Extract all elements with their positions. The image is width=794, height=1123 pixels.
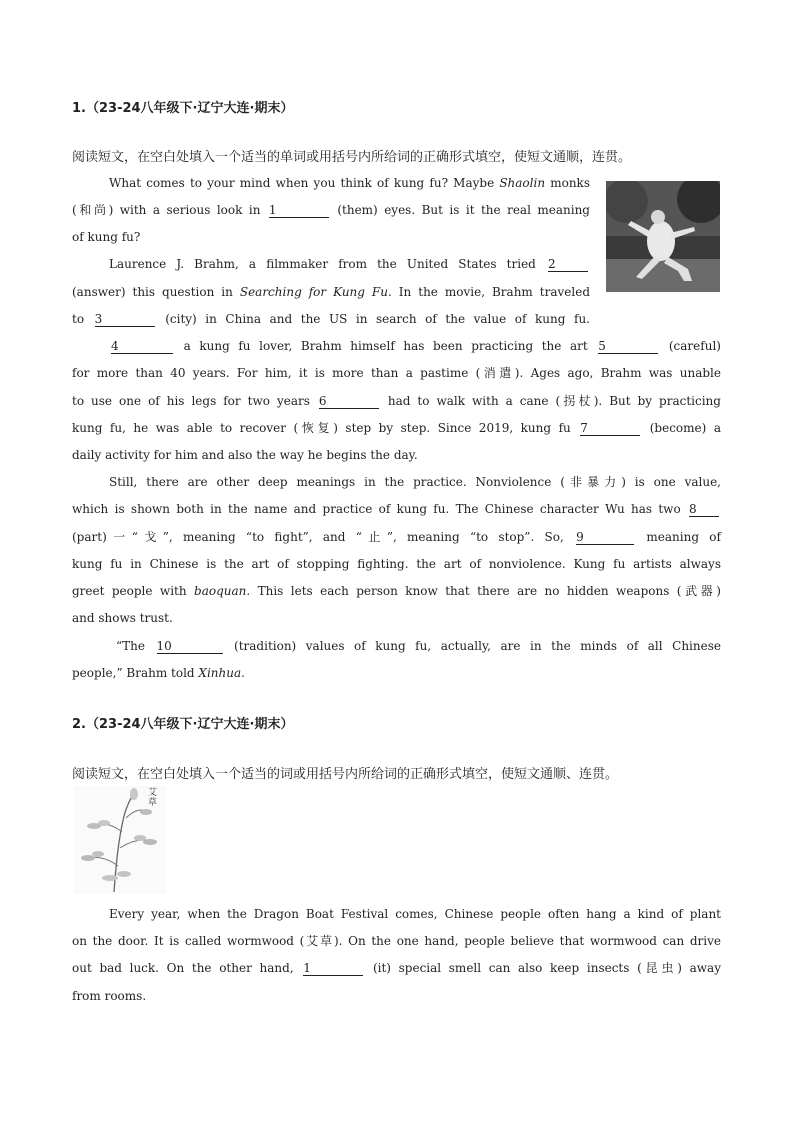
- q2-line-1: Every year, when the Dragon Boat Festival comes, Chinese people often hang a kind of plant: [109, 907, 721, 921]
- q2-blank-1[interactable]: 1: [303, 962, 363, 976]
- blank-4[interactable]: 4: [111, 340, 173, 354]
- blank-7[interactable]: 7: [580, 422, 640, 436]
- p5-line-2: [72, 665, 245, 681]
- plant-caption: 艾草: [148, 788, 158, 808]
- text: (careful): [668, 339, 721, 353]
- text: monks: [545, 176, 590, 190]
- question-1-title: 1.（23-24八年级下·辽宁大连·期末）: [72, 101, 294, 116]
- text: (become) a: [649, 421, 721, 435]
- text: . In the movie, Brahm traveled: [388, 285, 591, 299]
- text: out bad luck. On the other hand,: [72, 961, 294, 975]
- p1-line-3: of kung fu?: [72, 230, 141, 244]
- blank-10[interactable]: 10: [157, 640, 223, 654]
- text: (city) in China and the US in search of the value of kung fu.: [165, 312, 590, 326]
- blank-9[interactable]: 9: [576, 531, 634, 545]
- p1-line-1: [72, 175, 590, 191]
- q2-line-4: from rooms.: [72, 989, 147, 1003]
- blank-6[interactable]: 6: [319, 395, 379, 409]
- blank-2[interactable]: 2: [548, 258, 588, 272]
- p2-line-1: [72, 256, 590, 272]
- text: “The: [116, 639, 145, 653]
- text: (part)一“戈”, meaning “to fight”, and “止”, meaning “to stop”. So,: [72, 530, 564, 544]
- italic-title: Searching for Kung Fu: [239, 285, 388, 299]
- question-2-instruction: 阅读短文，在空白处填入一个适当的词或用括号内所给词的正确形式填空，使短文通顺、连贯。: [72, 767, 619, 782]
- text: which is shown both in the name and practice of kung fu. The Chinese character Wu has two: [72, 502, 681, 516]
- p4-line-4: kung fu in Chinese is the art of stopping fighting. the art of nonviolence. Kung fu artists always: [72, 557, 721, 571]
- text: (和尚) with a serious look in: [72, 203, 261, 217]
- q2-line-3: [72, 960, 721, 976]
- question-1-instruction: 阅读短文，在空白处填入一个适当的单词或用括号内所给词的正确形式填空，使短文通顺，连贯。: [72, 150, 632, 165]
- p2-line-2: [72, 284, 590, 300]
- p4-line-3: [72, 529, 721, 545]
- text: greet people with: [72, 584, 195, 598]
- p3-line-5: daily activity for him and also the way he begins the day.: [72, 448, 418, 462]
- wormwood-illustration: [74, 786, 166, 894]
- p3-line-1: [72, 338, 721, 354]
- text: . This lets each person know that there are no hidden weapons (武器): [246, 584, 721, 598]
- p4-line-2: [72, 501, 721, 517]
- question-2-title: 2.（23-24八年级下·辽宁大连·期末）: [72, 717, 294, 732]
- text: meaning of: [646, 530, 721, 544]
- p3-line-2: for more than 40 years. For him, it is more than a pastime (消遣). Ages ago, Brahm was unable: [72, 366, 721, 380]
- text: (it) special smell can also keep insects (昆虫) away: [372, 961, 721, 975]
- text: (answer) this question in: [72, 285, 240, 299]
- p4-line-5: [72, 583, 721, 599]
- text: What comes to your mind when you think of kung fu? Maybe: [109, 176, 500, 190]
- p4-line-1: Still, there are other deep meanings in the practice. Nonviolence (非暴力) is one value,: [109, 475, 721, 489]
- text: .: [241, 666, 245, 680]
- text: Laurence J. Brahm, a filmmaker from the United States tried: [109, 257, 536, 271]
- p4-line-6: and shows trust.: [72, 611, 173, 625]
- text: (tradition) values of kung fu, actually, are in the minds of all Chinese: [234, 639, 721, 653]
- kung-fu-photo: [606, 181, 720, 292]
- p3-line-4: [72, 420, 721, 436]
- text: people,” Brahm told: [72, 666, 199, 680]
- p2-line-3: [72, 311, 590, 327]
- p1-line-2: [72, 202, 590, 218]
- blank-8[interactable]: 8: [689, 503, 719, 517]
- italic-term: baoquan: [194, 584, 247, 598]
- italic-source: Xinhua: [198, 666, 242, 680]
- q2-line-2: on the door. It is called wormwood (艾草). On the one hand, people believe that wormwood can drive: [72, 934, 721, 948]
- p3-line-3: [72, 393, 721, 409]
- text: had to walk with a cane (拐杖). But by practicing: [387, 394, 721, 408]
- text: kung fu, he was able to recover (恢复) step by step. Since 2019, kung fu: [72, 421, 571, 435]
- text: to use one of his legs for two years: [72, 394, 310, 408]
- blank-1[interactable]: 1: [269, 204, 329, 218]
- text: a kung fu lover, Brahm himself has been practicing the art: [183, 339, 588, 353]
- text: (them) eyes. But is it the real meaning: [337, 203, 590, 217]
- blank-5[interactable]: 5: [598, 340, 658, 354]
- p5-line-1: [72, 638, 721, 654]
- text: to: [72, 312, 85, 326]
- blank-3[interactable]: 3: [95, 313, 155, 327]
- italic-term: Shaolin: [499, 176, 546, 190]
